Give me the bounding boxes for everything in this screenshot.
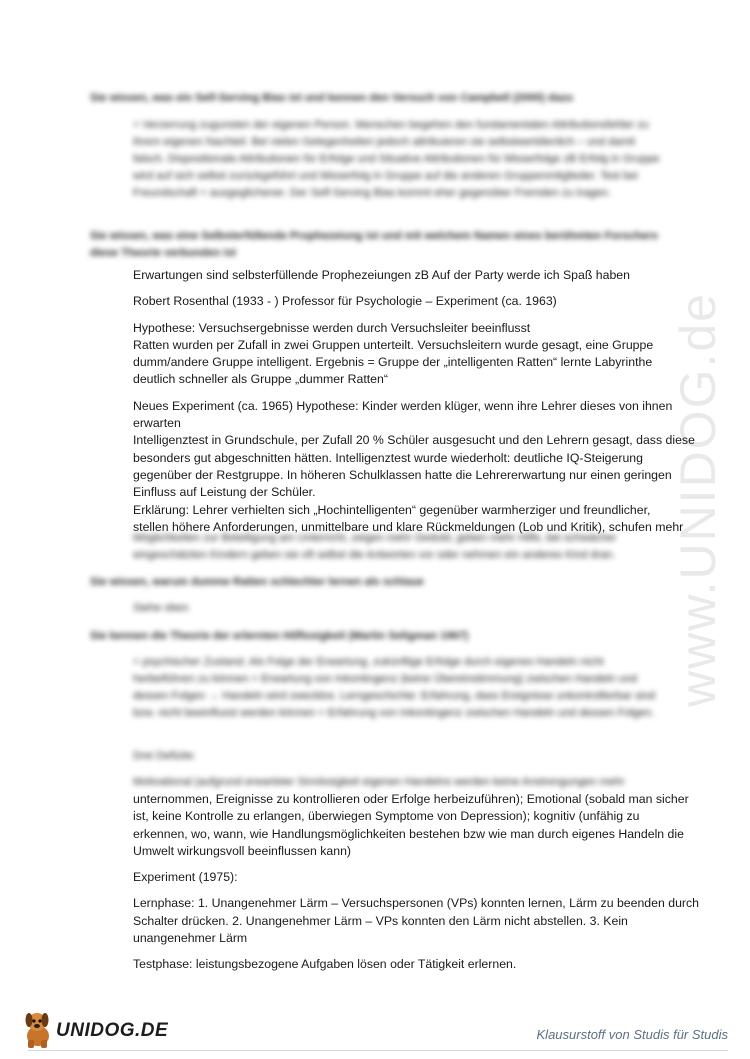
logo-text: UNIDOG.DE	[56, 1020, 169, 1041]
section-heading-learned-helplessness: Sie kennen die Theorie der erlernten Hilflosigkeit (Martin Seligman 1967)	[90, 630, 469, 642]
text-line: Erklärung: Lehrer verhielten sich „Hochintelligenten“ gegenüber warmherziger und freundlicher,	[133, 502, 651, 517]
text-line: Einfluss auf Leistung der Schüler.	[133, 485, 316, 500]
footer-tagline: Klausurstoff von Studis für Studis	[536, 1027, 728, 1042]
paragraph-block-experiment	[133, 791, 700, 983]
text-line: Ratten wurden per Zufall in zwei Gruppen unterteilt. Versuchsleitern wurde gesagt, eine Gruppe	[133, 337, 654, 352]
paragraph	[133, 956, 663, 973]
text-line: Neues Experiment (ca. 1965) Hypothese: Kinder werden klüger, wenn ihre Lehrer dieses von ihnen	[133, 398, 673, 413]
text-line: besonders gut abgeschnitten hätten. Intelligenztest wurde wiederholt: deutliche IQ-Steigerung	[133, 450, 643, 465]
text-line: gegenüber der Restgruppe. In höheren Schulklassen hatte die Lehrererwartung nur einen geringen	[133, 467, 672, 482]
paragraph-learned-helplessness: = psychischer Zustand. Als Folge der Erwartung, zukünftige Erfolge durch eigenes Handeln nicht herbeiführen zu können = Erwartung von Inkontingenz (keine Übereinstimmung) zwischen Handeln und dessen Folgen → Handeln wird zwecklos. Lerngeschichte: Erfahrung, dass Ereignisse unkontrollierbar sind bzw. nicht beeinflusst werden können = Erfahrung von Inkontingenz zwischen Handeln und dessen Folgen.	[133, 656, 656, 719]
text-line: dumm/andere Gruppe intelligent. Ergebnis = Gruppe der „intelligenten Ratten“ lernte Labyrinthe	[133, 355, 653, 370]
text-line: unternommen, Ereignisse zu kontrollieren oder Erfolge herbeizuführen); Emotional (sobald man sicher	[133, 792, 689, 806]
text-line: Intelligenztest in Grundschule, per Zufall 20 % Schüler ausgesucht und den Lehrern gesagt, dass diese	[133, 433, 695, 448]
text-line: Robert Rosenthal (1933 - ) Professor für Psychologie – Experiment (ca. 1963)	[133, 294, 557, 309]
text-line: erwarten	[133, 416, 181, 431]
text-line: stellen höhere Anforderungen, unmittelbare und klare Rückmeldungen (Lob und Kritik), schufen mehr	[133, 519, 684, 534]
paragraph-self-serving-bias: = Verzerrung zugunsten der eigenen Person. Menschen begehen den fundamentalen Attributionsfehler zu ihrem eigenen Nachteil. Bei vielen Gelegenheiten jedoch attribuieren sie selbstwertdienlich – und damit falsch. Dispositionale Attributionen für Erfolge und Situative Attributionen für Misserfolge zB Erfolg in Gruppe wird auf sich selbst zurückgeführt und Misserfolg in Gruppe auf die anderen Gruppenmitglieder. Test bei Freundschaft = ausgeglichener. Der Self-Serving Bias kommt eher gegenüber Fremden zu tragen.	[133, 119, 660, 199]
text-line: deutlich schneller als Gruppe „dummer Ratten“	[133, 372, 388, 387]
text-line: Hypothese: Versuchsergebnisse werden durch Versuchsleiter beeinflusst	[133, 320, 531, 335]
text-line: Testphase: leistungsbezogene Aufgaben lösen oder Tätigkeit erlernen.	[133, 957, 517, 972]
paragraph	[133, 398, 695, 536]
text-line: unangenehmer Lärm	[133, 931, 248, 946]
section-heading-self-serving-bias: Sie wissen, was ein Self-Serving Bias ist und kennen den Versuch von Campbell (2000) dazu	[90, 92, 573, 104]
section-heading-prophecy: Sie wissen, was eine Selbsterfüllende Prophezeiung ist und mit welchem Namen eines berühmten Forschers diese Theorie verbunden ist	[90, 230, 658, 259]
paragraph-block-rosenthal	[133, 267, 695, 545]
watermark: www.UNIDOG.de	[670, 292, 726, 708]
paragraph-motivational: Motivational (aufgrund erwarteter Sinnlosigkeit eigenen Handelns werden keine Anstrengungen mehr	[133, 776, 625, 788]
unidog-logo	[20, 1008, 180, 1052]
text-line: ist, keine Kontrolle zu erlangen, überwiegen Symptome von Depression); kognitiv (unfähig zu	[133, 809, 640, 824]
paragraph	[133, 267, 663, 284]
text-line: Experiment (1975):	[133, 870, 238, 885]
text-line: Schalter drücken. 2. Unangenehmer Lärm – VPs konnten den Lärm nicht abstellen. 3. Kein	[133, 913, 628, 928]
text-line: Lernphase: 1. Unangenehmer Lärm – Versuchspersonen (VPs) konnten lernen, Lärm zu beenden durch	[133, 896, 700, 911]
paragraph	[133, 791, 689, 860]
text-line: Erwartungen sind selbsterfüllende Prophezeiungen zB Auf der Party werde ich Spaß haben	[133, 268, 630, 282]
paragraph-explanation-continued: Möglichkeiten zur Beteiligung am Unterricht, zeigen mehr Geduld, geben mehr Hilfe, bei schwächer eingeschätzten Kindern geben sie oft selbst die Antworten vor oder nehmen ein anderes Kind dran.	[133, 532, 617, 561]
footer-divider	[28, 1050, 728, 1051]
paragraph	[133, 895, 700, 947]
text-line: erkennen, wo, wann, wie Handlungsmöglichkeiten bestehen bzw wie man durch eigenes Handeln die	[133, 826, 684, 841]
text-line: Umwelt wirkungsvoll beeinflussen kann)	[133, 843, 352, 858]
paragraph	[133, 293, 663, 310]
section-heading-rats: Sie wissen, warum dumme Ratten schlechter lernen als schlaue	[90, 576, 424, 588]
paragraph	[133, 320, 663, 389]
paragraph-see-above: Siehe oben	[133, 602, 189, 614]
dog-icon	[20, 1010, 56, 1050]
paragraph	[133, 869, 663, 886]
paragraph-three-deficits: Drei Defizite:	[133, 750, 196, 762]
